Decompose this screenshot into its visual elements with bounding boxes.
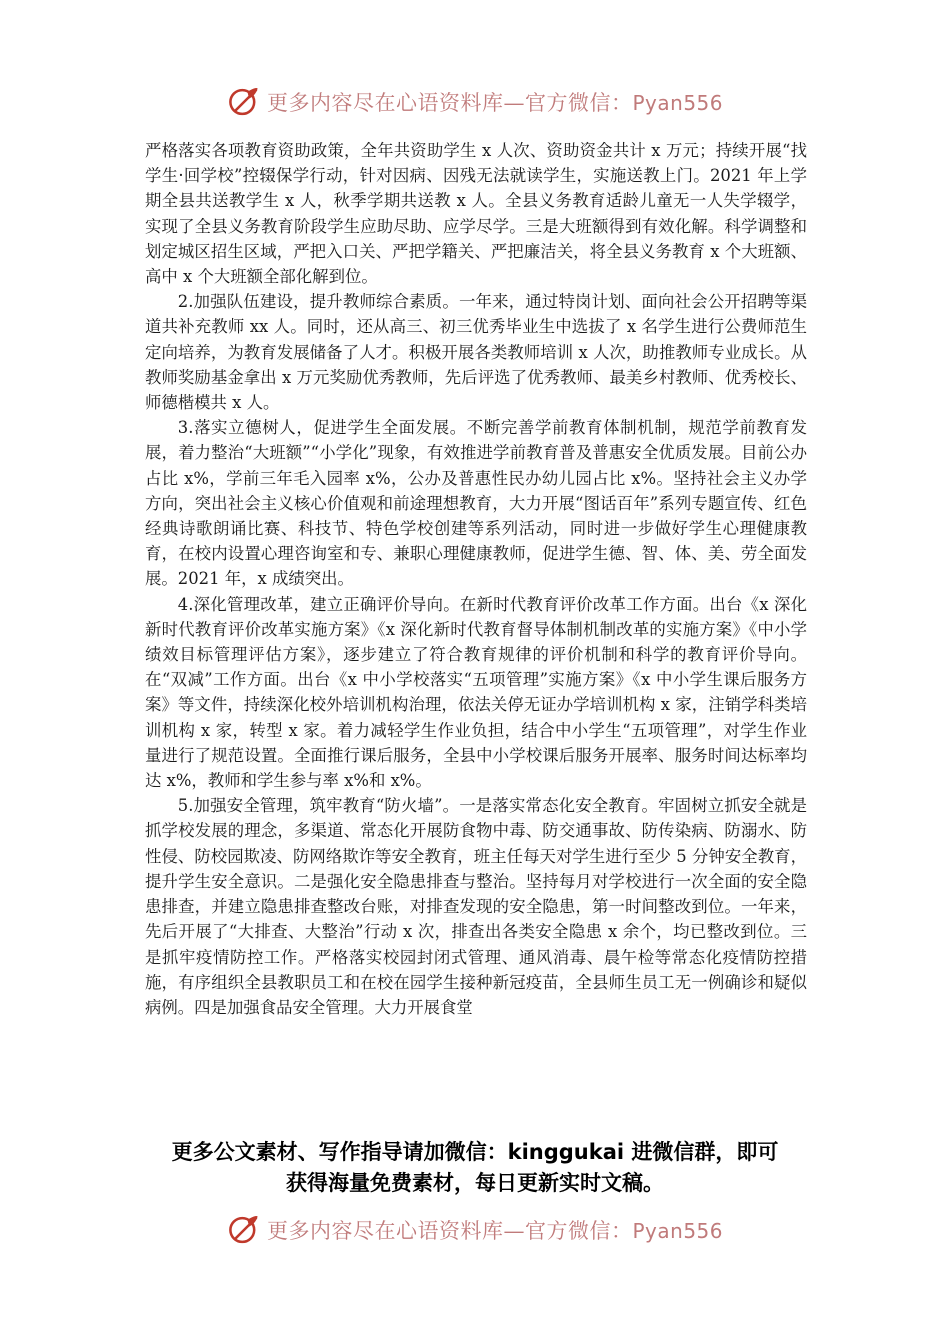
paragraph-teacher-team: 2.加强队伍建设，提升教师综合素质。一年来，通过特岗计划、面向社会公开招聘等渠道共补充教师 xx 人。同时，还从高三、初三优秀毕业生中选拔了 x 名学生进行公费师范生定向培养，为教育发展储备了人才。积极开展各类教师培训 x 人次，助推教师专业成长。从教师奖励基金拿出 x 万元奖励优秀教师，先后评选了优秀教师、最美乡村教师、优秀校长、师德楷模共 x 人。	[145, 292, 807, 413]
watermark-text	[267, 1215, 723, 1245]
paragraph-management-reform: 4.深化管理改革，建立正确评价导向。在新时代教育评价改革工作方面。出台《x 深化新时代教育评价改革实施方案》《x 深化新时代教育督导体制机制改革的实施方案》《中小学绩效目标管理评估方案》，逐步建立了符合教育规律的评价机制和科学的教育评价导向。在“双减”工作方面。出台《x 中小学校落实“五项管理”实施方案》《x 中小学生课后服务方案》等文件，持续深化校外培训机构治理，依法关停无证办学培训机构 x 家，注销学科类培训机构 x 家，转型 x 家。着力减轻学生作业负担，结合中小学生“五项管理”，对学生作业量进行了规范设置。全面推行课后服务，全县中小学校课后服务开展率、服务时间达标率均达 x%，教师和学生参与率 x%和 x%。	[145, 594, 807, 791]
watermark-dash: —	[503, 91, 525, 115]
watermark-brand: 更多内容尽在心语资料库	[266, 91, 504, 115]
document-body	[145, 138, 807, 1020]
quill-logo-icon	[227, 1213, 261, 1247]
paragraph-moral-education: 3.落实立德树人，促进学生全面发展。不断完善学前教育体制机制，规范学前教育发展，着力整治“大班额”“小学化”现象，有效推进学前教育普及普惠安全优质发展。目前公办占比 x%，学前三年毛入园率 x%，公办及普惠性民办幼儿园占比 x%。坚持社会主义办学方向，突出社会主义核心价值观和前途理想教育，大力开展“图话百年”系列专题宣传、红色经典诗歌朗诵比赛、科技节、特色学校创建等系列活动，同时进一步做好学生心理健康教育，在校内设置心理咨询室和专、兼职心理健康教师，促进学生德、智、体、美、劳全面发展。2021 年，x 成绩突出。	[145, 418, 807, 589]
footer-promo-line-1: 更多公文素材、写作指导请加微信：kinggukai 进微信群，即可	[171, 1140, 779, 1164]
paragraph-continuation: 严格落实各项教育资助政策，全年共资助学生 x 人次、资助资金共计 x 万元；持续开展“找学生·回学校”控辍保学行动，针对因病、因残无法就读学生，实施送教上门。2021 年上学期全县共送教学生 x 人，秋季学期共送教 x 人。全县义务教育适龄儿童无一人失学辍学，实现了全县义务教育阶段学生应助尽助、应学尽学。三是大班额得到有效化解。科学调整和划定城区招生区域，严把入口关、严把学籍关、严把廉洁关，将全县义务教育 x 个大班额、高中 x 个大班额全部化解到位。	[145, 141, 807, 287]
footer-promo-note	[0, 1137, 950, 1199]
quill-logo-icon	[227, 85, 261, 119]
paragraph-safety-management: 5.加强安全管理，筑牢教育“防火墙”。一是落实常态化安全教育。牢固树立抓安全就是抓学校发展的理念，多渠道、常态化开展防食物中毒、防交通事故、防传染病、防溺水、防性侵、防校园欺凌、防网络欺诈等安全教育，班主任每天对学生进行至少 5 分钟安全教育，提升学生安全意识。二是强化安全隐患排查与整治。坚持每月对学校进行一次全面的安全隐患排查，并建立隐患排查整改台账，对排查发现的安全隐患，第一时间整改到位。一年来，先后开展了“大排查、大整治”行动 x 次，排查出各类安全隐患 x 余个，均已整改到位。三是抓牢疫情防控工作。严格落实校园封闭式管理、通风消毒、晨午检等常态化疫情防控措施，有序组织全县教职员工和在校在园学生接种新冠疫苗，全县师生员工无一例确诊和疑似病例。四是加强食品安全管理。大力开展食堂	[145, 796, 807, 1017]
footer-promo-line-2: 获得海量免费素材，每日更新实时文稿。	[286, 1171, 664, 1195]
watermark-dash: —	[503, 1219, 525, 1243]
footer-watermark	[0, 1210, 950, 1250]
watermark-contact-id: Pyan556	[632, 1219, 723, 1243]
header-watermark	[0, 82, 950, 122]
watermark-contact-label: 官方微信：	[524, 1219, 633, 1243]
watermark-text	[267, 87, 723, 117]
watermark-contact-label: 官方微信：	[524, 91, 633, 115]
watermark-contact-id: Pyan556	[632, 91, 723, 115]
watermark-brand: 更多内容尽在心语资料库	[266, 1219, 504, 1243]
